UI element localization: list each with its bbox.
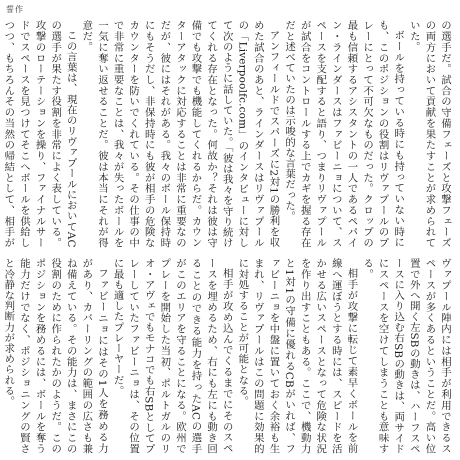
paragraph: ヴァプール陣内には相手が利用できるスペースが多くあるということだ。高い位置で外へ開く左SBの動きは、ハーフスペースに入り込む右SBの動きは、両サイドにスペースを空けてしまうことも意味する。 — [361, 258, 451, 454]
paragraph: アンフィールドでスパーズに2対1の勝利を収めた試合のあと、ラインダースはリヴァプールの「Liverpoolfc.com」のインタビューに対して次のように話していた。「彼は我々を守り続けてくれる存在となった。何故か？それは彼は守備でも攻撃でも機能してくれるからだ。カウンターアタックに対応することは非常に重要なのだが、彼にはそれがある。我々のボール保持時にもそうだし、非保持時にも彼が相手の危険なカウンターを防いでくれている。その仕事の中で非常に重要なことは、我々が失ったボールを一気に奪い返せることだ。彼は本当にそれが得意だ。 — [80, 20, 280, 248]
paragraph: ファビーニョにはその1人を務める力があり、カバーリングの範囲の広さも兼ね備えている。その能力は、まさにこの役割のために作られたかのようだ。このポジションを務めるには、ボールを奪う能力だけでなく、ポジショニングの賢さと冷静な判断力が求められる。 — [2, 258, 108, 454]
paragraph: 相手が攻め込んでくるまでにそのスペースを埋めるため、右にも左にも動き回ることのできる能力を持ったACの選手がこのエリアを守ることになる。欧州でプレーを開始した当初、ポルトガルのリオ・アヴェでもモナコでも右SBとしてプレーしていたファビーニョは、その位置に最も適したプレーヤーだ。 — [111, 258, 233, 454]
text-block-bottom — [2, 258, 452, 454]
running-header: 誓作 — [6, 5, 24, 14]
paragraph: の選手だ。試合の守備フェーズと攻撃フェーズの両方において貢献を果たすことが求められていた。 — [407, 20, 451, 248]
text-block-top — [2, 20, 452, 248]
paragraph: この言葉は、現在のリヴァプールにおいてACの選手が果たす役割を非常によく表している。攻撃のローテーションを操り、ファイナルサードでスペースを見つけてそこへボールを供給しつつ、もちろんその当然の帰結として、相手が — [2, 20, 77, 248]
paragraph: ボールを持っている時にも持っていない時にも、このポジションの役割はリヴァプールのプレーにとって不可欠なものだった。クロップの最も信頼するアシスタントの一人であるペパイン・ラインダースはファビーニョについて、スペースを支配すると語り、つまりリヴァプールが試合をコントロールする上でカギを握る存在だと述べていたのは示唆的な言葉だった。 — [283, 20, 405, 248]
paragraph: 相手が攻撃に転じて素早くボールを前線へ運ぼうとする時には、スピードを活かせる広いスペースとなって危険な状況を作り出すこともある。ここで、機動力と1対1の守備に優れるCBがいれば、ファビーニョを中盤に置いておく余裕も生まれ、リヴァプールはこの問題に効果的に対処することが可能となる。 — [236, 258, 358, 454]
